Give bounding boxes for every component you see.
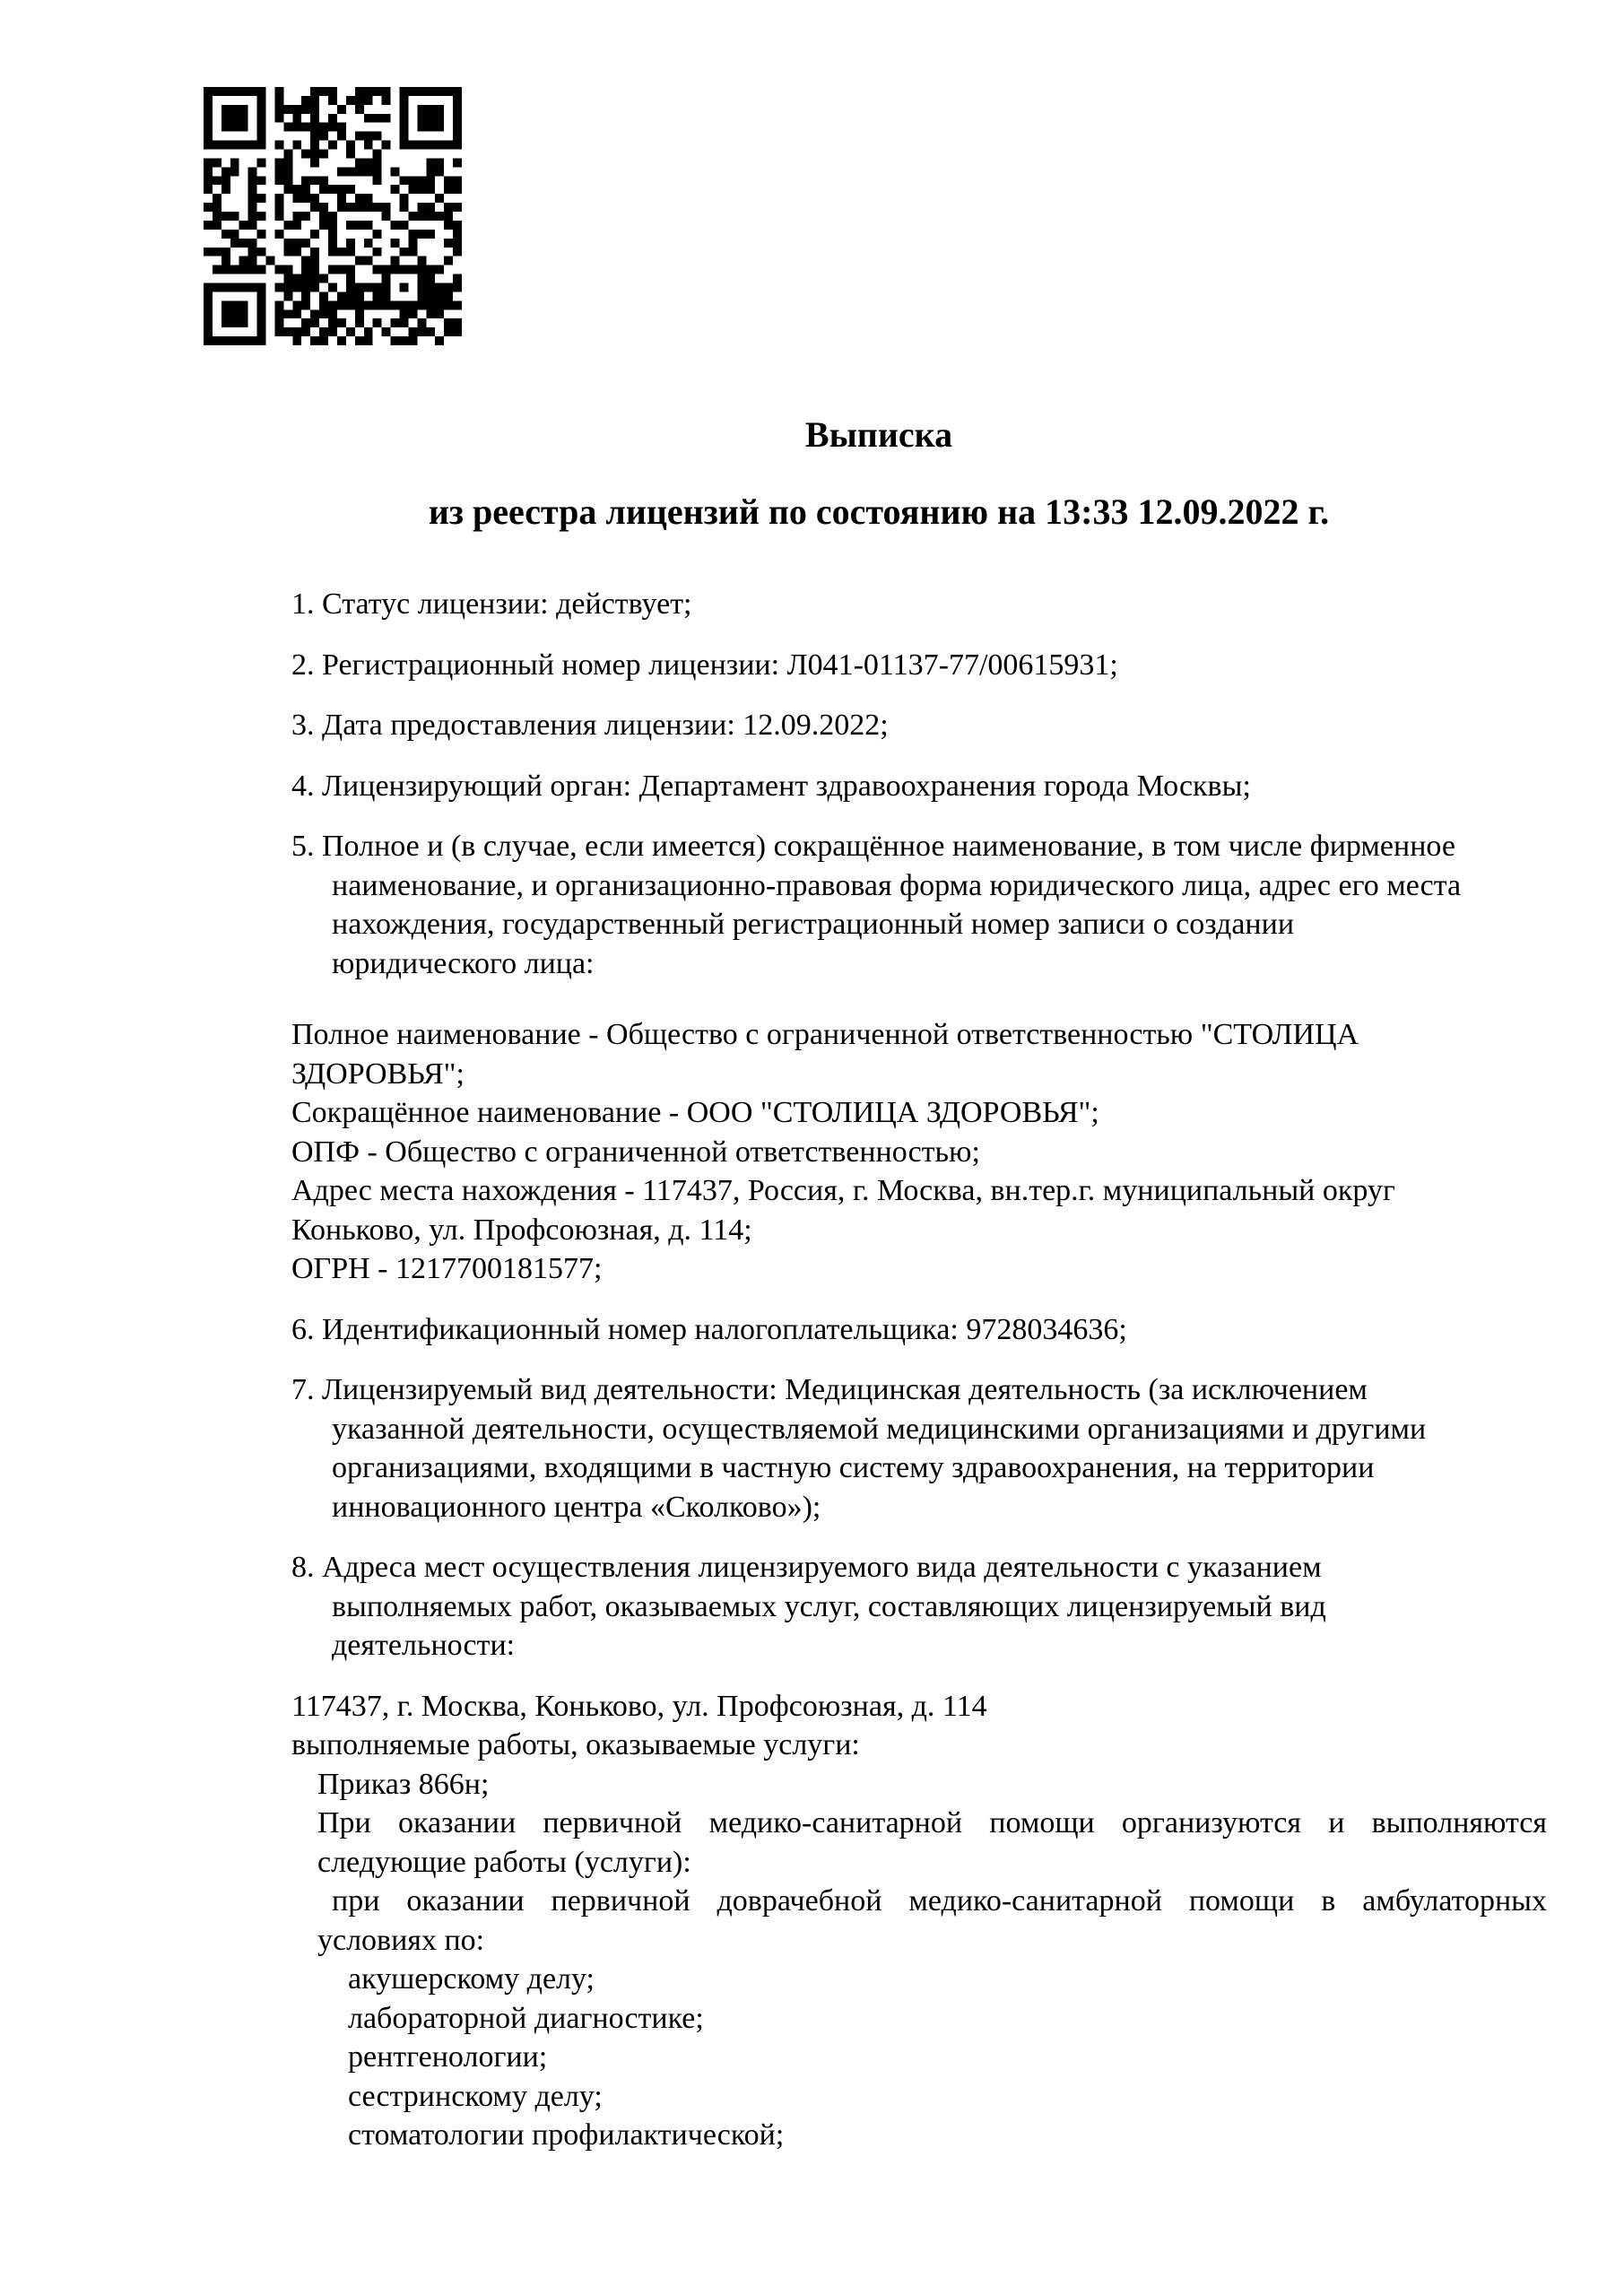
text-line: Коньково, ул. Профсоюзная, д. 114; xyxy=(291,1213,752,1247)
document-content xyxy=(291,413,1547,2155)
text-line: организациями, входящими в частную систему здравоохранения, на территории xyxy=(332,1451,1375,1484)
text-line: ОГРН - 1217700181577; xyxy=(291,1252,603,1285)
item-4-licensing-authority xyxy=(291,767,1547,806)
text-line: 8. Адреса мест осуществления лицензируемого вида деятельности с указанием xyxy=(291,1551,1322,1584)
qr-code-image xyxy=(204,87,462,345)
item-2-registration-number xyxy=(291,646,1547,685)
text-line: лабораторной диагностике; xyxy=(348,2001,704,2035)
text-line: 1. Статус лицензии: действует; xyxy=(291,587,692,621)
item-7-licensed-activity xyxy=(291,1370,1547,1526)
text-line: Сокращённое наименование - ООО "СТОЛИЦА ЗДОРОВЬЯ"; xyxy=(291,1096,1099,1129)
text-line: наименование, и организационно-правовая форма юридического лица, адрес его места xyxy=(332,868,1462,902)
activity-address-and-services xyxy=(291,1687,1547,2155)
text-line: акушерскому делу; xyxy=(348,1962,595,1996)
text-line: 5. Полное и (в случае, если имеется) сокращённое наименование, в том числе фирменное xyxy=(291,830,1455,863)
text-line: нахождения, государственный регистрационный номер записи о создании xyxy=(332,908,1295,941)
text-line: рентгенологии; xyxy=(348,2040,548,2074)
text-line: ЗДОРОВЬЯ"; xyxy=(291,1057,465,1091)
item-1-license-status xyxy=(291,585,1547,624)
document-body xyxy=(291,585,1547,2155)
text-line: Полное наименование - Общество с ограниченной ответственностью "СТОЛИЦА xyxy=(291,1018,1359,1051)
text-line: 2. Регистрационный номер лицензии: Л041-01137-77/00615931; xyxy=(291,648,1118,682)
item-5-entity-name-heading xyxy=(291,827,1547,983)
qr-code-icon xyxy=(204,87,462,345)
text-line: Адрес места нахождения - 117437, Россия, г. Москва, вн.тер.г. муниципальный округ xyxy=(291,1174,1395,1207)
text-line: при оказании первичной доврачебной медико-санитарной помощи в амбулаторных xyxy=(332,1884,1547,1918)
text-line: 3. Дата предоставления лицензии: 12.09.2022; xyxy=(291,709,889,742)
item-6-taxpayer-number xyxy=(291,1310,1547,1350)
text-line: ОПФ - Общество с ограниченной ответственностью; xyxy=(291,1135,980,1169)
text-line: 117437, г. Москва, Коньково, ул. Профсоюзная, д. 114 xyxy=(291,1689,987,1723)
text-line: указанной деятельности, осуществляемой медицинскими организациями и другими xyxy=(332,1412,1427,1446)
text-line: сестринскому делу; xyxy=(348,2079,603,2113)
item-3-grant-date xyxy=(291,706,1547,745)
text-line: 6. Идентификационный номер налогоплательщика: 9728034636; xyxy=(291,1312,1127,1346)
text-line: Приказ 866н; xyxy=(317,1767,490,1801)
text-line: деятельности: xyxy=(332,1629,516,1662)
document-subtitle: из реестра лицензий по состоянию на 13:33 12.09.2022 г. xyxy=(428,491,1330,532)
item-8-activity-addresses-heading xyxy=(291,1548,1547,1665)
text-line: выполняемых работ, оказываемых услуг, составляющих лицензируемый вид xyxy=(332,1589,1326,1623)
text-line: юридического лица: xyxy=(332,946,595,980)
text-line: условиях по: xyxy=(317,1923,485,1957)
text-line: стоматологии профилактической; xyxy=(348,2118,785,2152)
document-title: Выписка xyxy=(804,414,953,455)
text-line: выполняемые работы, оказываемые услуги: xyxy=(291,1728,860,1761)
text-line: При оказании первичной медико-санитарной помощи организуются и выполняются xyxy=(317,1806,1547,1839)
entity-details xyxy=(291,1015,1547,1289)
text-line: 7. Лицензируемый вид деятельности: Медицинская деятельность (за исключением xyxy=(291,1373,1368,1406)
text-line: следующие работы (услуги): xyxy=(317,1845,691,1879)
text-line: инновационного центра «Сколково»); xyxy=(332,1490,821,1524)
text-line: 4. Лицензирующий орган: Департамент здравоохранения города Москвы; xyxy=(291,769,1251,803)
